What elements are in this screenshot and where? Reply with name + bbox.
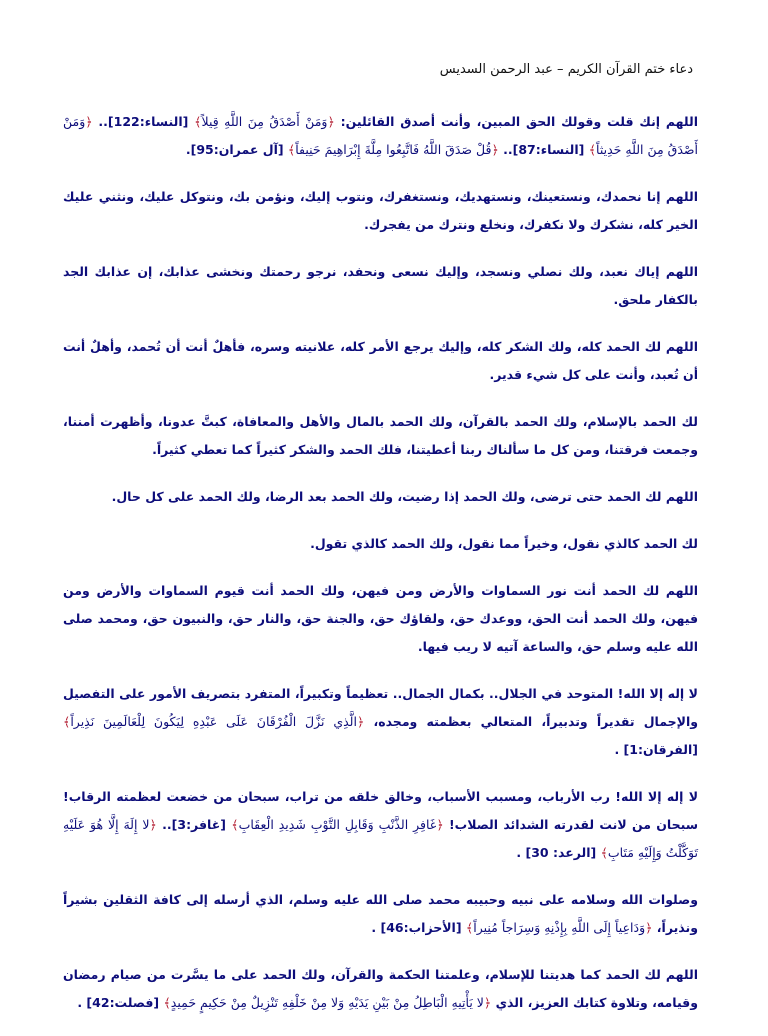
prayer-text: اللهم لك الحمد حتى ترضى، ولك الحمد إذا رضيت، ولك الحمد بعد الرضا، ولك الحمد على كل حال. <box>111 489 698 504</box>
prayer-text: [النساء:122].. <box>92 114 195 129</box>
quran-bracket-ornament: ﴿ <box>645 920 653 935</box>
quran-bracket-ornament: ﴾ <box>231 817 239 832</box>
quran-bracket-ornament: ﴿ <box>491 142 499 157</box>
prayer-paragraph <box>63 886 698 942</box>
quran-bracket-ornament: ﴿ <box>436 817 444 832</box>
prayer-paragraph <box>63 333 698 389</box>
prayer-text: [الأحزاب:46] . <box>371 920 466 935</box>
document-header: دعاء ختم القرآن الكريم – عبد الرحمن السديس <box>439 62 693 77</box>
prayer-paragraph <box>63 577 698 661</box>
quran-bracket-ornament: ﴾ <box>287 142 296 157</box>
quran-verse: الَّذِي نَزَّلَ الْفُرْقَانَ عَلَى عَبْدِهِ لِيَكُونَ لِلْعَالَمِينَ نَذِيراً <box>70 714 357 729</box>
quran-bracket-ornament: ﴾ <box>63 714 71 729</box>
prayer-text: اللهم لك الحمد كما هديتنا للإسلام، وعلمتنا الحكمة والقرآن، ولك الحمد على ما يسَّرت من صيام رمضان وقيامه، وتلاوة كتابك العزيز، الذي <box>63 967 698 1010</box>
quran-verse: غَافِرِ الذَّنْبِ وَقَابِلِ التَّوْبِ شَدِيدِ الْعِقَابِ <box>238 817 437 832</box>
prayer-paragraph <box>63 530 698 558</box>
quran-verse: وَمَنْ أَصْدَقُ مِنَ اللَّهِ قِيلاً <box>201 114 328 129</box>
document-body <box>63 108 698 1036</box>
quran-verse: وَدَاعِياً إِلَى اللَّهِ بِإِذْنِهِ وَسِرَاجاً مُنِيراً <box>473 920 646 935</box>
quran-bracket-ornament: ﴾ <box>194 114 202 129</box>
prayer-text: لك الحمد بالإسلام، ولك الحمد بالقرآن، ولك الحمد بالمال والأهل والمعافاة، كبتَّ عدونا، وأظهرت أمننا، وجمعت فرقتنا، ومن كل ما سألناك ربنا أعطيتنا، فلك الحمد والشكر كثيراً كما تعطي كثيراً. <box>63 414 698 457</box>
prayer-paragraph <box>63 108 698 164</box>
prayer-paragraph <box>63 783 698 867</box>
prayer-text: [فصلت:42] . <box>77 995 164 1010</box>
quran-bracket-ornament: ﴾ <box>588 142 597 157</box>
prayer-text: لا إله إلا الله! رب الأرباب، ومسبب الأسباب، وخالق خلقه من تراب، سبحان من خضعت لعظمته الرقاب! سبحان من لانت لقدرته الشدائد الصلاب! <box>63 789 698 832</box>
prayer-text: [الرعد: 30] . <box>516 845 601 860</box>
quran-verse: لا إِلَهَ إِلَّا هُوَ عَلَيْهِ تَوَكَّلْتُ وَإِلَيْهِ مَتَابِ <box>63 817 698 860</box>
prayer-text: لا إله إلا الله! المتوحد في الجلال.. بكمال الجمال.. تعظيماً وتكبيراً، المتفرد بتصريف الأمور على التفصيل والإجمال تقديراً وتدبيراً، المتعالي بعظمته ومجده، <box>63 686 698 729</box>
prayer-text: [غافر:3].. <box>156 817 232 832</box>
prayer-text: [النساء:87].. <box>498 142 589 157</box>
prayer-text: لك الحمد كالذي نقول، وخيراً مما نقول، ولك الحمد كالذي تقول. <box>310 536 698 551</box>
prayer-text: اللهم إنا نحمدك، ونستعينك، ونستهديك، ونستغفرك، ونتوب إليك، ونؤمن بك، ونتوكل عليك، ونثني عليك الخير كله، نشكرك ولا نكفرك، ونخلع ونترك من يفجرك. <box>63 189 698 232</box>
quran-bracket-ornament: ﴿ <box>85 114 93 129</box>
quran-bracket-ornament: ﴿ <box>327 114 335 129</box>
quran-verse: لا يَأْتِيهِ الْبَاطِلُ مِنْ بَيْنِ يَدَيْهِ وَلا مِنْ خَلْفِهِ تَنْزِيلٌ مِنْ حَكِيمٍ حَمِيدٍ <box>170 995 484 1010</box>
quran-bracket-ornament: ﴾ <box>465 920 474 935</box>
prayer-paragraph <box>63 408 698 464</box>
prayer-text: اللهم إنك قلت وقولك الحق المبين، وأنت أصدق القائلين: <box>334 114 699 129</box>
quran-verse: وَمَنْ أَصْدَقُ مِنَ اللَّهِ حَدِيثاً <box>63 114 698 157</box>
prayer-paragraph <box>63 961 698 1017</box>
prayer-text: اللهم لك الحمد أنت نور السماوات والأرض ومن فيهن، ولك الحمد أنت قيوم السماوات والأرض ومن فيهن، ولك الحمد أنت الحق، ووعدك حق، ولقاؤك حق، والجنة حق، والنار حق، والنبيون حق، ومحمد صلى الله عليه وسلم حق، والساعة آتيه لا ريب فيها. <box>63 583 698 654</box>
prayer-paragraph <box>63 183 698 239</box>
prayer-text: [الفرقان:1] . <box>614 742 698 757</box>
prayer-text: اللهم إياك نعبد، ولك نصلي ونسجد، وإليك نسعى ونحفد، نرجو رحمتك ونخشى عذابك، إن عذابك الجد بالكفار ملحق. <box>63 264 698 307</box>
quran-bracket-ornament: ﴾ <box>163 995 171 1010</box>
prayer-text: [آل عمران:95]. <box>185 142 288 157</box>
quran-bracket-ornament: ﴿ <box>356 714 365 729</box>
prayer-paragraph <box>63 483 698 511</box>
prayer-text: وصلوات الله وسلامه على نبيه وحبيبه محمد صلى الله عليه وسلم، الذي أرسله إلى كافة الثقلين بشيراً ونذيراً، <box>63 892 698 935</box>
quran-bracket-ornament: ﴿ <box>483 995 492 1010</box>
quran-verse: قُلْ صَدَقَ اللَّهُ فَاتَّبِعُوا مِلَّةَ إِبْرَاهِيمَ حَنِيفاً <box>295 142 492 157</box>
prayer-paragraph <box>63 258 698 314</box>
quran-bracket-ornament: ﴿ <box>149 817 157 832</box>
quran-bracket-ornament: ﴾ <box>600 845 608 860</box>
prayer-paragraph <box>63 680 698 764</box>
prayer-text: اللهم لك الحمد كله، ولك الشكر كله، وإليك يرجع الأمر كله، علانيته وسره، فأهلٌ أنت أن تُحمد، وأهلٌ أنت أن تُعبد، وأنت على كل شيء قدير. <box>63 339 698 382</box>
